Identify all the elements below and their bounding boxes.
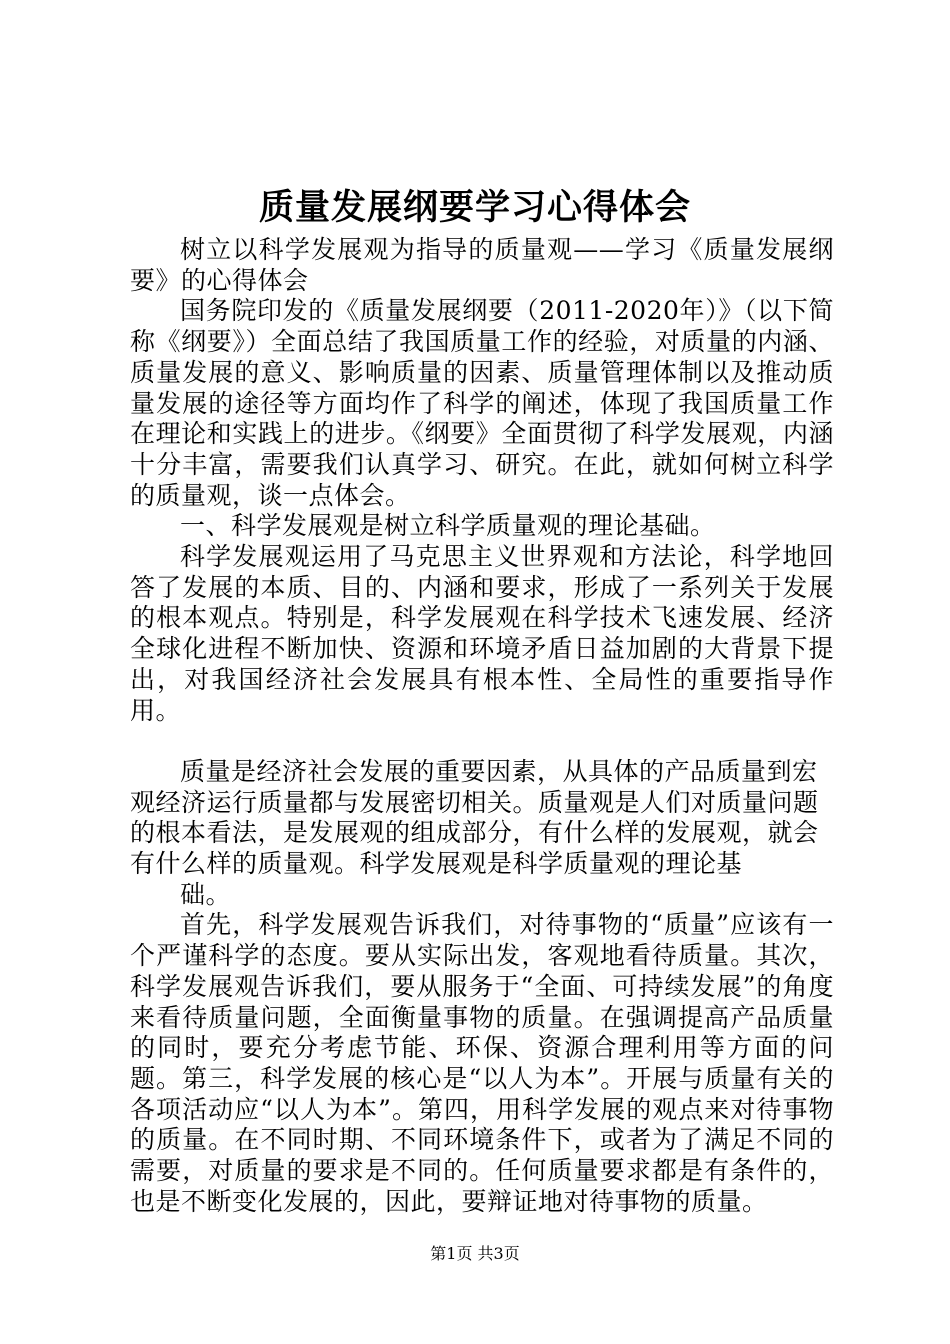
paragraph-scientific-development: 科学发展观运用了马克思主义世界观和方法论，科学地回答了发展的本质、目的、内涵和要求，形成了一系列关于发展的根本观点。特别是，科学发展观在科学技术飞速发展、经济全球化进程不断加快、资源和环境矛盾日益加剧的大背景下提出，对我国经济社会发展具有根本性、全局性的重要指导作用。 bbox=[130, 542, 834, 725]
paragraph-quality-factor-end: 础。 bbox=[180, 879, 232, 909]
paragraph-firstly: 首先，科学发展观告诉我们，对待事物的“质量”应该有一个严谨科学的态度。要从实际出发，客观地看待质量。其次，科学发展观告诉我们，要从服务于“全面、可持续发展”的角度来看待质量问题，全面衡量事物的质量。在强调提高产品质量的同时，要充分考虑节能、环保、资源合理利用等方面的问题。第三，科学发展的核心是“以人为本”。开展与质量有关的各项活动应“以人为本”。第四，用科学发展的观点来对待事物的质量。在不同时期、不同环境条件下，或者为了满足不同的需要，对质量的要求是不同的。任何质量要求都是有条件的，也是不断变化发展的，因此，要辩证地对待事物的质量。 bbox=[130, 910, 834, 1216]
page-number: 第1页 共3页 bbox=[430, 1244, 520, 1263]
paragraph-subtitle: 树立以科学发展观为指导的质量观——学习《质量发展纲要》的心得体会 bbox=[130, 235, 834, 295]
document-body bbox=[130, 235, 834, 1217]
document-title: 质量发展纲要学习心得体会 bbox=[258, 187, 691, 228]
paragraph-quality-factor: 质量是经济社会发展的重要因素，从具体的产品质量到宏观经济运行质量都与发展密切相关。质量观是人们对质量问题的根本看法，是发展观的组成部分，有什么样的发展观，就会有什么样的质量观。科学发展观是科学质量观的理论基 bbox=[130, 756, 819, 879]
section-heading-1: 一、科学发展观是树立科学质量观的理论基础。 bbox=[180, 511, 716, 541]
paragraph-intro: 国务院印发的《质量发展纲要（2011-2020年）》（以下简称《纲要》）全面总结了我国质量工作的经验，对质量的内涵、质量发展的意义、影响质量的因素、质量管理体制以及推动质量发展的途径等方面均作了科学的阐述，体现了我国质量工作在理论和实践上的进步。《纲要》全面贯彻了科学发展观，内涵十分丰富，需要我们认真学习、研究。在此，就如何树立科学的质量观，谈一点体会。 bbox=[130, 296, 834, 510]
